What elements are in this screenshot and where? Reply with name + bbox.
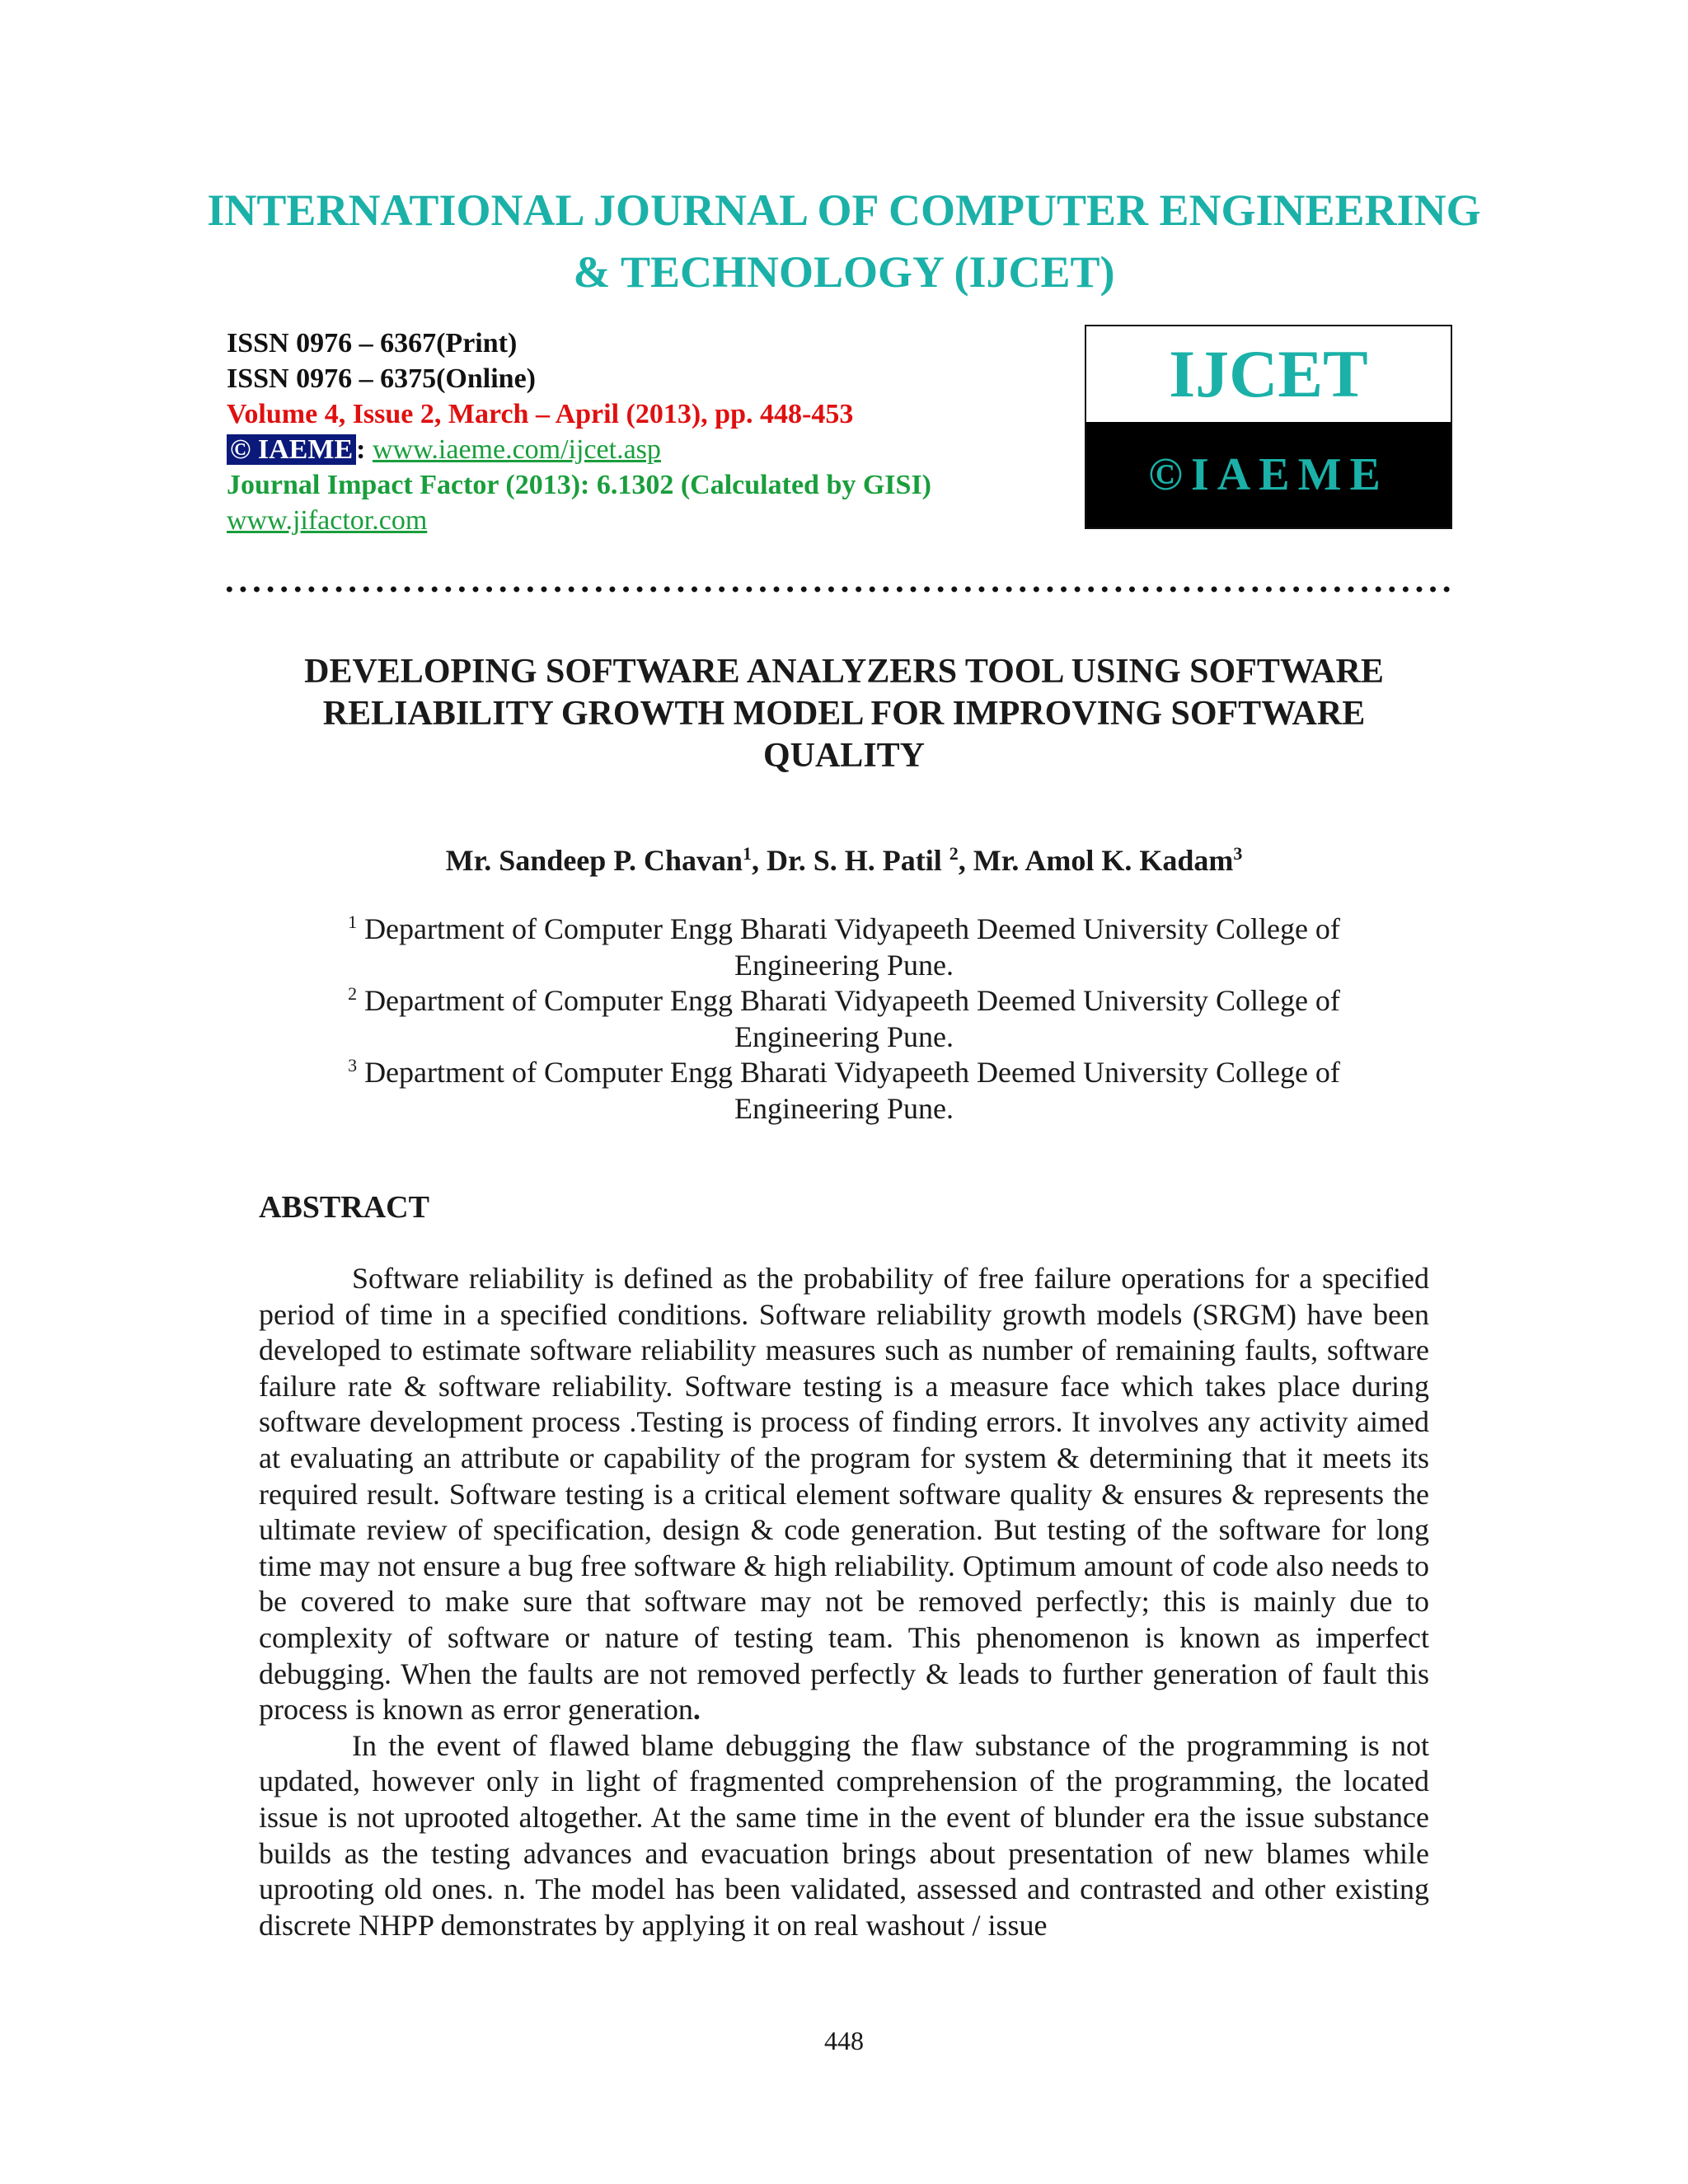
author-name: Mr. Amol K. Kadam	[973, 844, 1234, 877]
affiliation-sup: 2	[348, 983, 358, 1004]
abstract-paragraph-2: In the event of flawed blame debugging the flaw substance of the programming is not updated, however only in light of fragmented comprehension of the programming, the located issue is not uprooted altogether. At the same time in the event of blunder era the issue substance builds as the testing advances and evacuation brings about presentation of new blames while uprooting old ones. n. The model has been validated, assessed and contrasted and other existing discrete NHPP demonstrates by applying it on real washout / issue	[259, 1728, 1429, 1942]
journal-title-line-2: & TECHNOLOGY (IJCET)	[573, 247, 1115, 297]
page-number: 448	[824, 2026, 864, 2055]
journal-title-line-1: INTERNATIONAL JOURNAL OF COMPUTER ENGINEERING	[207, 185, 1481, 235]
affiliation-sup: 3	[348, 1055, 358, 1076]
affiliation-line: Department of Computer Engg Bharati Vidyapeeth Deemed University College of	[364, 984, 1340, 1017]
affiliation-line: Engineering Pune.	[734, 949, 954, 982]
affiliation-sup: 1	[348, 912, 358, 932]
affiliation-line: Engineering Pune.	[734, 1020, 954, 1053]
dotted-divider	[223, 583, 1451, 595]
iaeme-label: © IAEME	[227, 434, 356, 465]
logo-ijcet-text: IJCET	[1169, 336, 1368, 411]
abstract-body	[259, 1261, 1429, 1943]
author-sup: 1	[743, 843, 753, 864]
affiliation-line: Engineering Pune.	[734, 1092, 954, 1125]
affiliation-2	[0, 976, 1688, 1055]
journal-title	[0, 180, 1688, 303]
paper-title-line-1: DEVELOPING SOFTWARE ANALYZERS TOOL USING SOFTWARE	[304, 653, 1384, 691]
paper-title	[0, 651, 1688, 777]
impact-factor: Journal Impact Factor (2013): 6.1302 (Calculated by GISI)	[227, 470, 931, 500]
abstract-paragraph-1	[259, 1261, 1429, 1728]
affiliation-1	[0, 904, 1688, 983]
issn-print: ISSN 0976 – 6367(Print)	[227, 328, 518, 359]
author-name: Dr. S. H. Patil	[767, 844, 950, 877]
abstract-period: .	[692, 1693, 701, 1727]
iaeme-url-link[interactable]: www.iaeme.com/ijcet.asp	[372, 434, 661, 465]
author-name: Mr. Sandeep P. Chavan	[445, 844, 743, 877]
issn-online: ISSN 0976 – 6375(Online)	[227, 363, 536, 394]
logo-iaeme-text: ©IAEME	[1086, 422, 1451, 527]
author-sep: ,	[752, 844, 767, 877]
author-sup: 3	[1233, 843, 1243, 864]
iaeme-line	[227, 432, 931, 467]
iaeme-colon: :	[356, 434, 366, 465]
author-sep: ,	[958, 844, 973, 877]
author-list	[0, 843, 1688, 878]
journal-meta	[227, 326, 931, 538]
ijcet-logo	[1085, 325, 1452, 529]
abstract-text: Software reliability is defined as the probability of free failure operations for a specified period of time in a specified conditions. Software reliability growth models (SRGM) have been developed to estimate software reliability measures such as number of remaining faults, software failure rate & software reliability. Software testing is a measure face which takes place during software development process .Testing is process of finding errors. It involves any activity aimed at evaluating an attribute or capability of the program for system & determining that it meets its required result. Software testing is a critical element software quality & ensures & represents the ultimate review of specification, design & code generation. But testing of the software for long time may not ensure a bug free software & high reliability. Optimum amount of code also needs to be covered to make sure that software may not be removed perfectly; this is mainly due to complexity of software or nature of testing team. This phenomenon is known as imperfect debugging. When the faults are not removed perfectly & leads to further generation of fault this process is known as error generation	[259, 1262, 1429, 1727]
affiliation-line: Department of Computer Engg Bharati Vidyapeeth Deemed University College of	[364, 1056, 1340, 1089]
paper-title-line-2: RELIABILITY GROWTH MODEL FOR IMPROVING SOFTWARE	[322, 695, 1366, 733]
volume-info: Volume 4, Issue 2, March – April (2013), pp. 448-453	[227, 399, 854, 429]
affiliation-3	[0, 1047, 1688, 1127]
paper-title-line-3: QUALITY	[762, 737, 926, 775]
affiliation-line: Department of Computer Engg Bharati Vidyapeeth Deemed University College of	[364, 912, 1340, 945]
abstract-heading: ABSTRACT	[259, 1190, 429, 1225]
jifactor-url-link[interactable]: www.jifactor.com	[227, 505, 428, 536]
author-sup: 2	[949, 843, 959, 864]
